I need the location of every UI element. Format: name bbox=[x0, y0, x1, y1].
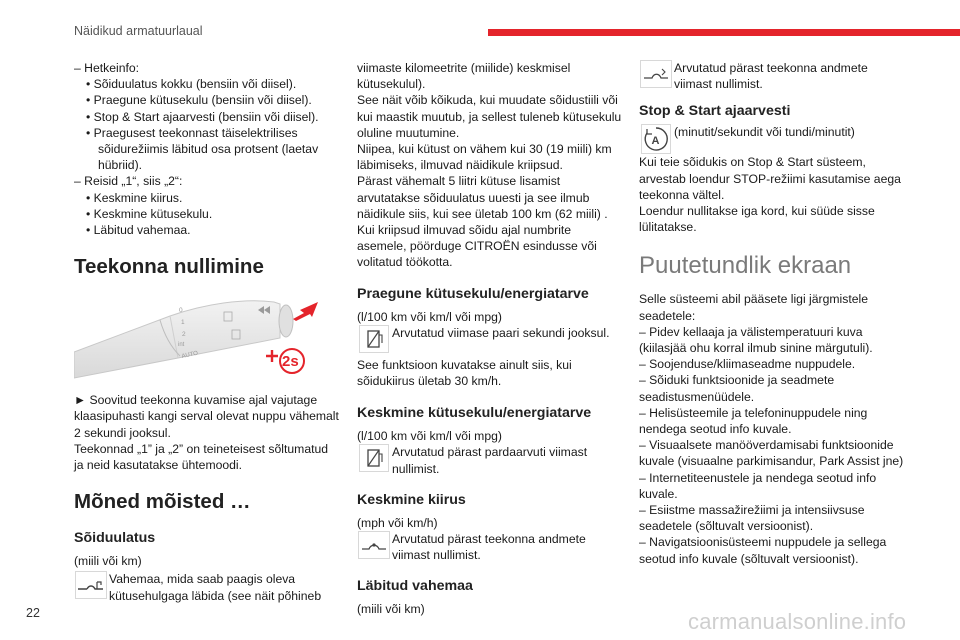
stalk-position-label: int bbox=[178, 342, 185, 349]
list-item: – Reisid „1“, siis „2“: bbox=[74, 174, 183, 189]
subheading-current-consumption: Praegune kütusekulu/energiatarve bbox=[357, 285, 589, 302]
touchscreen-features bbox=[639, 291, 914, 566]
paragraph-line: läbimiseks, ilmuvad näidikule kriipsud. bbox=[357, 158, 563, 173]
paragraph-line: ja neid kasutatakse ühtemoodi. bbox=[74, 458, 243, 473]
paragraph-line: teekonna vältel. bbox=[639, 187, 725, 202]
list-item: • Keskmine kütusekulu. bbox=[86, 206, 213, 221]
paragraph-line: ► Soovitud teekonna kuvamise ajal vajutage bbox=[74, 393, 318, 408]
paragraph-line: Teekonnad „1” ja „2” on teineteisest sõltumatud bbox=[74, 441, 329, 456]
paragraph-line: asemele, pöörduge CITROËN esindusse või bbox=[357, 239, 597, 254]
range-unit: (miili või km) bbox=[74, 554, 142, 569]
page-number: 22 bbox=[26, 606, 40, 620]
paragraph-line: Kui kriipsud ilmuvad sõidu ajal numbrite bbox=[357, 223, 572, 238]
current-consumption-unit: (l/100 km või km/l või mpg) bbox=[357, 309, 502, 324]
paragraph-line: Arvutatud pärast teekonna andmete bbox=[674, 61, 868, 75]
list-item: – Internetiteenustele ja nendega seotud info bbox=[639, 470, 877, 485]
average-consumption-unit: (l/100 km või km/l või mpg) bbox=[357, 429, 502, 444]
paragraph-line: 2 sekundi jooksul. bbox=[74, 425, 171, 440]
trip-reset-instructions bbox=[74, 392, 340, 473]
paragraph-line: kui maastik muutub, ja sellest tuleneb kütusekulu bbox=[357, 109, 622, 124]
list-item: nendega seotud info kuvale. bbox=[639, 422, 792, 437]
paragraph-line: sõidukiirus ületab 30 km/h. bbox=[357, 374, 502, 389]
list-item: seotud info kuvale (sõltuvalt versioonist). bbox=[639, 551, 859, 566]
list-item: – Sõiduki funktsioonide ja seadmete bbox=[639, 373, 835, 388]
list-item: – Hetkeinfo: bbox=[74, 61, 140, 75]
average-speed-definition bbox=[357, 531, 622, 563]
fuel-pump-icon bbox=[357, 444, 390, 474]
list-item: – Visuaalsete manööverdamisabi funktsioonide bbox=[639, 438, 894, 453]
distance-icon bbox=[639, 60, 672, 90]
svg-text:A: A bbox=[651, 135, 659, 148]
paragraph-line: volitatud töökotta. bbox=[357, 255, 453, 270]
paragraph-line: kütusehulgaga läbida (see näit põhineb bbox=[109, 588, 322, 603]
paragraph-line: Arvutatud pärast pardaarvuti viimast bbox=[392, 445, 588, 460]
paragraph-line: Pärast vähemalt 5 liitri kütuse lisamist bbox=[357, 174, 561, 189]
distance-definition bbox=[639, 60, 914, 92]
column-1 bbox=[74, 60, 340, 604]
list-item: kuvale. bbox=[639, 486, 678, 501]
paragraph-line: arvestab loendur STOP-režiimi kasutamise aega bbox=[639, 171, 901, 186]
header-accent-bar bbox=[488, 29, 960, 36]
list-item: – Helisüsteemile ja telefoninuppudele ning bbox=[639, 405, 868, 420]
paragraph-line: Arvutatud pärast teekonna andmete bbox=[392, 532, 586, 547]
list-item: seadistusmenüüdele. bbox=[639, 389, 755, 404]
column-3 bbox=[639, 60, 914, 567]
paragraph-line: See näit võib kõikuda, kui muudate sõidustiili või bbox=[357, 93, 618, 108]
paragraph-line: viimast nullimist. bbox=[392, 548, 481, 563]
distance-unit: (miili või km) bbox=[357, 602, 425, 617]
stalk-position-label: 1 bbox=[181, 319, 185, 327]
paragraph-line: lülitatakse. bbox=[639, 220, 697, 235]
current-consumption-definition bbox=[357, 325, 622, 355]
paragraph-line: viimast nullimist. bbox=[674, 77, 763, 92]
stalk-position-label: 0 bbox=[179, 307, 183, 315]
trip-info-list bbox=[74, 60, 340, 238]
fuel-range-icon bbox=[74, 571, 107, 601]
hold-duration-badge: 2s bbox=[282, 353, 299, 371]
list-item: hübriid). bbox=[98, 158, 143, 173]
list-item: – Navigatsioonisüsteemi nuppudele ja sellega bbox=[639, 535, 887, 550]
paragraph-line: arvutatakse sõiduulatus uuesti ja see ilmub bbox=[357, 190, 590, 205]
stalk-control-illustration bbox=[74, 294, 340, 380]
paragraph-line: See funktsioon kuvatakse ainult siis, kui bbox=[357, 357, 572, 372]
paragraph-line: Kui teie sõidukis on Stop & Start süsteem, bbox=[639, 155, 866, 170]
range-continued bbox=[357, 60, 622, 271]
average-speed-icon bbox=[357, 531, 390, 561]
average-speed-unit: (mph või km/h) bbox=[357, 515, 438, 530]
stop-start-icon bbox=[639, 124, 672, 154]
subheading-range: Sõiduulatus bbox=[74, 530, 156, 547]
list-item: • Läbitud vahemaa. bbox=[86, 223, 191, 238]
paragraph-line: Selle süsteemi abil pääsete ligi järgmistele bbox=[639, 292, 868, 307]
section-heading-touchscreen: Puutetundlik ekraan bbox=[639, 252, 852, 280]
list-item: – Soojenduse/kliimaseadme nuppudele. bbox=[639, 357, 856, 372]
paragraph-line: seadetele: bbox=[639, 308, 696, 323]
paragraph-line: Arvutatud viimase paari sekundi jooksul. bbox=[392, 325, 610, 340]
subheading-average-speed: Keskmine kiirus bbox=[357, 491, 466, 508]
stalk-position-label: AUTO bbox=[181, 350, 199, 361]
paragraph-line: Loendur nullitakse iga kord, kui süüde sisse bbox=[639, 204, 875, 219]
stalk-control-illustration-svg bbox=[74, 294, 324, 380]
subheading-stop-start: Stop & Start ajaarvesti bbox=[639, 103, 791, 120]
list-item: • Praegune kütusekulu (bensiin või diisel). bbox=[86, 93, 312, 108]
list-item: • Sõiduulatus kokku (bensiin või diisel). bbox=[86, 77, 297, 92]
paragraph-line: Niipea, kui kütust on vähem kui 30 (19 miili) km bbox=[357, 142, 612, 157]
fuel-pump-icon bbox=[357, 325, 390, 355]
stop-start-definition bbox=[639, 124, 914, 154]
paragraph-line: kütusekulul). bbox=[357, 77, 426, 92]
column-2 bbox=[357, 60, 622, 618]
list-item: • Stop & Start ajaarvesti (bensiin või diisel). bbox=[86, 109, 319, 124]
paragraph-line: oluline muutumine. bbox=[357, 125, 460, 140]
list-item: kuvale (visuaalne parkimisandur, Park Assist jne) bbox=[639, 454, 904, 469]
paragraph-line: viimaste kilomeetrite (miilide) keskmisel bbox=[357, 61, 571, 75]
section-heading-trip-reset: Teekonna nullimine bbox=[74, 255, 264, 279]
subheading-distance: Läbitud vahemaa bbox=[357, 578, 473, 595]
list-item: sõidurežiimis läbitud osa protsent (laetav bbox=[98, 142, 319, 157]
paragraph-line: Vahemaa, mida saab paagis oleva bbox=[109, 572, 296, 587]
list-item: – Pidev kellaaja ja välistemperatuuri kuva bbox=[639, 324, 863, 339]
list-item: • Keskmine kiirus. bbox=[86, 190, 183, 205]
page-header-title: Näidikud armatuurlaual bbox=[74, 24, 203, 38]
subheading-average-consumption: Keskmine kütusekulu/energiatarve bbox=[357, 405, 592, 422]
section-heading-definitions: Mõned mõisted … bbox=[74, 490, 251, 514]
list-item: (kiilasjää ohu korral ilmub sinine märgutuli). bbox=[639, 341, 873, 356]
paragraph-line: klaasipuhasti kangi serval olevat nuppu vähemalt bbox=[74, 409, 339, 424]
paragraph-line: näidikule siis, kui see ületab 100 km (62 miili) . bbox=[357, 206, 608, 221]
list-item: • Praegusest teekonnast täiselektrilises bbox=[86, 125, 298, 140]
list-item: – Esiistme massažirežiimi ja intensiivsuse bbox=[639, 503, 865, 518]
stalk-position-label: 2 bbox=[182, 331, 186, 339]
list-item: seadetele (sõltuvalt versioonist). bbox=[639, 519, 814, 534]
paragraph-line: (minutit/sekundit või tundi/minutit) bbox=[674, 125, 855, 140]
paragraph-line: nullimist. bbox=[392, 461, 440, 476]
range-definition bbox=[74, 571, 340, 603]
average-consumption-definition bbox=[357, 444, 622, 476]
watermark: carmanualsonline.info bbox=[688, 609, 907, 634]
